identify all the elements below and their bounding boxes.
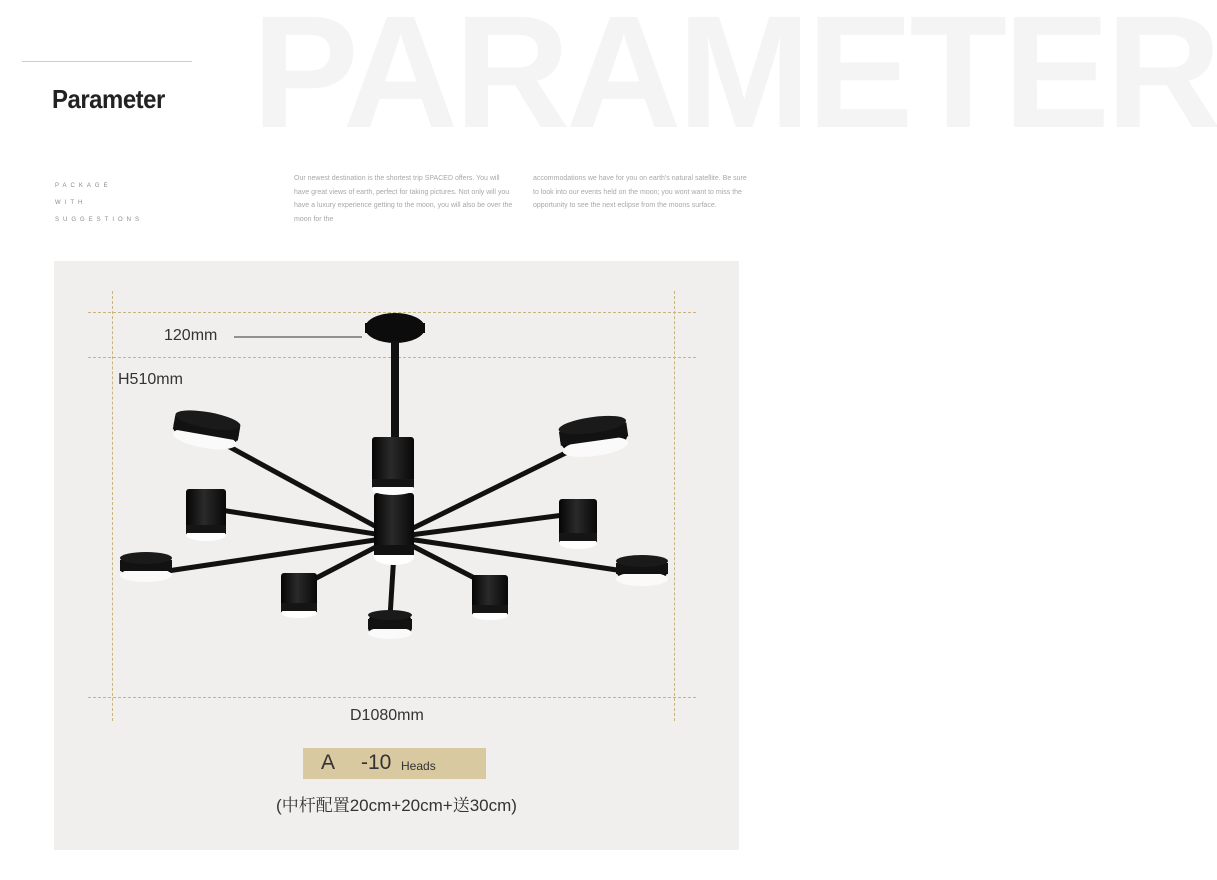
height-dimension-label: H510mm	[118, 371, 183, 388]
model-head-count: -10	[361, 751, 392, 774]
model-badge	[303, 748, 486, 779]
watermark-text: PARAMETER	[252, 0, 1217, 161]
description-left: Our newest destination is the shortest trip SPACED offers. You will have great views of earth, perfect for taking pictures. Not only will you have a luxury experience getting to the moon, you will also be over the moon for the	[294, 175, 513, 223]
model-variant: A	[321, 751, 336, 774]
header-rule	[22, 61, 192, 62]
page-title: Parameter	[52, 84, 165, 114]
description-right: accommodations we have for you on earth's natural satellite. Be sure to look into our events held on the moon; you wont want to miss the opportunity to see the next eclipse from the moons surface.	[533, 175, 747, 209]
package-line: PACKAGE	[55, 183, 112, 189]
chandelier-illustration	[54, 261, 739, 731]
rod-configuration-note: (中杆配置20cm+20cm+送30cm)	[276, 796, 517, 815]
package-line: SUGGESTIONS	[55, 217, 144, 223]
canopy-dimension-label: 120mm	[164, 327, 218, 344]
package-line: WITH	[55, 200, 87, 206]
diameter-dimension-label: D1080mm	[350, 707, 424, 724]
model-head-unit: Heads	[401, 759, 436, 773]
package-label	[55, 178, 143, 229]
parameter-panel	[54, 261, 739, 850]
